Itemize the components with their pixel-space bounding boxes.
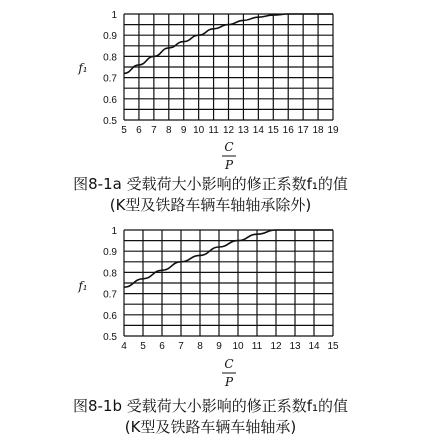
y-tick-label: 0.8 (103, 52, 117, 64)
x-tick-label: 10 (232, 341, 244, 352)
x-tick-label: 9 (180, 125, 187, 136)
y-tick-label: 1 (111, 226, 117, 237)
chart-a-caption-line2: (K型及铁路车辆车轴轴承除外) (109, 196, 312, 214)
y-tick-label: 0.6 (103, 94, 117, 106)
series-line (124, 230, 333, 287)
x-tick-label: 12 (222, 125, 235, 136)
y-tick-label: 0.8 (103, 268, 117, 280)
y-tick-label: 0.7 (103, 289, 117, 301)
y-tick-label: 1 (111, 10, 117, 21)
y-tick-label: 0.9 (103, 31, 117, 43)
y-tick-label: 0.5 (103, 116, 117, 127)
x-tick-label: 12 (270, 341, 282, 352)
x-tick-label: 4 (121, 341, 127, 352)
x-tick-label: 11 (208, 125, 219, 136)
x-axis-label-numerator: C (224, 357, 234, 371)
x-tick-label: 6 (136, 125, 142, 136)
x-tick-label: 5 (140, 341, 146, 352)
x-tick-label: 17 (297, 125, 309, 136)
y-axis-label: f₁ (78, 279, 88, 293)
x-tick-label: 5 (121, 125, 127, 136)
x-tick-label: 8 (166, 125, 172, 136)
x-tick-label: 10 (193, 125, 205, 136)
y-tick-label: 0.7 (103, 73, 117, 85)
x-tick-label: 18 (312, 125, 324, 136)
chart-a-caption-line1: 图8-1a 受载荷大小影响的修正系数f₁的值 (73, 175, 348, 193)
x-tick-label: 7 (178, 341, 184, 352)
x-axis-label-denominator: P (224, 158, 234, 172)
x-tick-label: 9 (216, 341, 222, 352)
x-tick-label: 6 (159, 341, 165, 352)
chart-b-caption-line2: (K型及铁路车辆车轴轴承) (124, 418, 297, 436)
x-tick-label: 19 (327, 125, 339, 136)
x-tick-label: 14 (252, 125, 264, 136)
x-tick-label: 15 (327, 341, 339, 352)
x-tick-label: 13 (289, 341, 301, 352)
chart-b (77, 226, 339, 389)
y-axis-label: f₁ (78, 61, 88, 75)
x-axis-label-numerator: C (224, 140, 234, 154)
y-tick-label: 0.6 (103, 310, 117, 322)
x-tick-label: 7 (151, 125, 157, 136)
y-tick-label: 0.5 (103, 332, 117, 343)
x-axis-label-denominator: P (224, 375, 234, 389)
y-tick-label: 0.9 (103, 247, 117, 259)
x-tick-label: 11 (251, 341, 263, 352)
chart-a (77, 10, 339, 172)
x-tick-label: 16 (282, 125, 294, 136)
x-tick-label: 8 (197, 341, 203, 352)
x-tick-label: 14 (308, 341, 320, 352)
chart-b-caption-line1: 图8-1b 受载荷大小影响的修正系数f₁的值 (72, 397, 349, 415)
x-tick-label: 13 (237, 125, 249, 136)
x-tick-label: 15 (267, 125, 279, 136)
